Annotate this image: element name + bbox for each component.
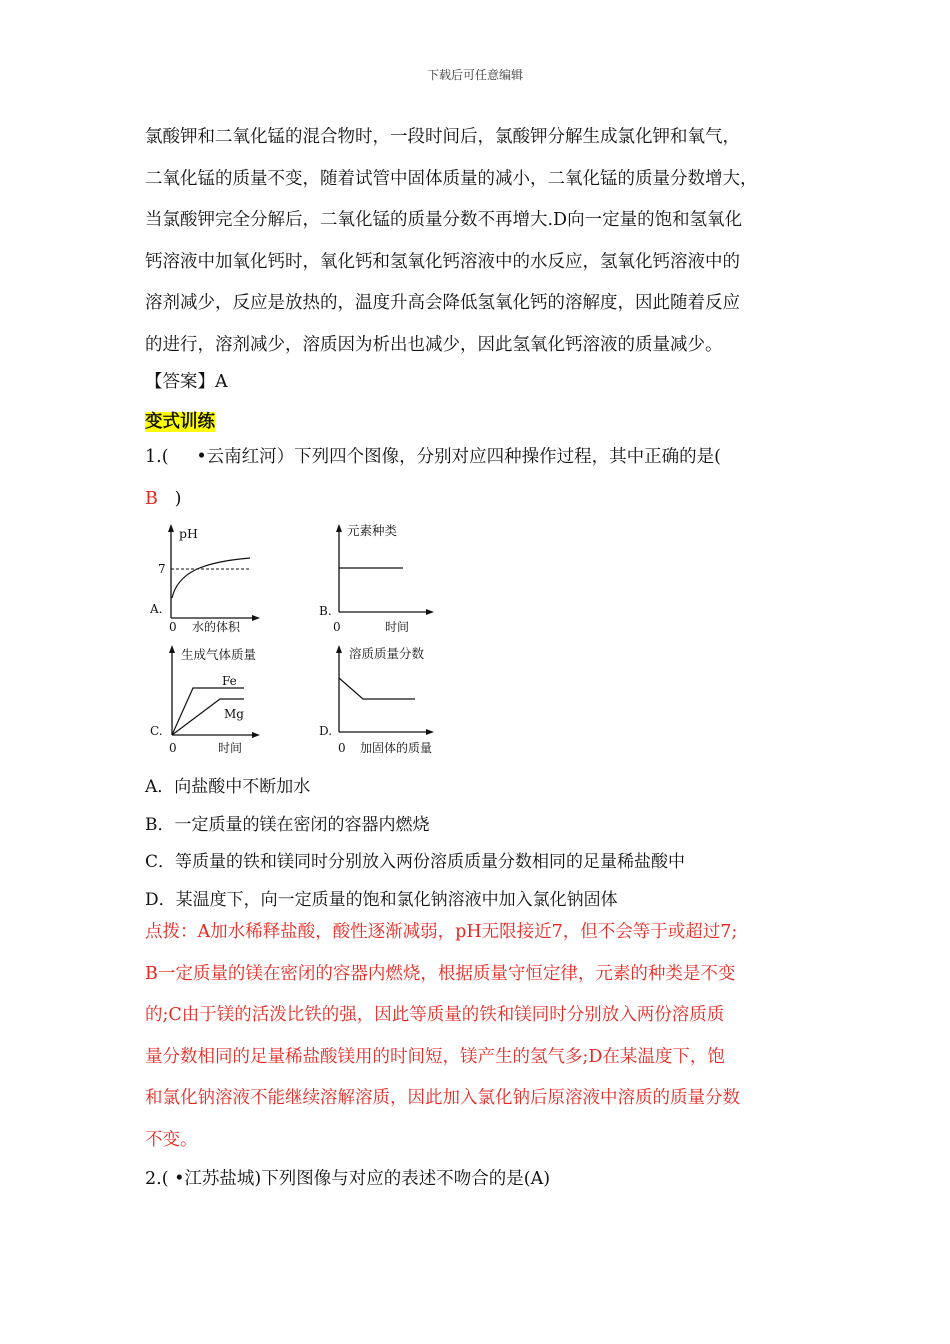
explanation-paragraph: [145, 912, 810, 1161]
explanation-line: 点拨：A加水稀释盐酸，酸性逐渐减弱，pH无限接近7，但不会等于或超过7;: [145, 922, 738, 942]
figure-d-ylabel: 溶质质量分数: [349, 646, 425, 661]
explanation-line: 的;C由于镁的活泼比铁的强，因此等质量的铁和镁同时分别放入两份溶质质: [145, 1005, 725, 1025]
explanation-line: 不变。: [145, 1129, 198, 1150]
q2-text: 2.( •江苏盐城)下列图像与对应的表述不吻合的是(A): [145, 1169, 551, 1189]
figure-c: [148, 640, 278, 764]
question-2-stem: [145, 1159, 810, 1201]
figure-d-xlabel: 加固体的质量: [360, 741, 433, 755]
figure-a-xlabel: 水的体积: [192, 620, 241, 634]
figure-c-ylabel: 生成气体质量: [181, 647, 257, 662]
answer-text: 【答案】A: [145, 372, 228, 392]
option-d: D．某温度下，向一定质量的饱和氯化钠溶液中加入氯化钠固体: [145, 890, 618, 910]
figure-a-tick-7: 7: [158, 562, 166, 576]
y-axis-arrow: [336, 645, 342, 653]
page-header: 下载后可任意编辑: [426, 68, 523, 82]
figure-a-letter: A.: [150, 602, 163, 616]
figure-b-ylabel: 元素种类: [347, 523, 398, 538]
intro-line: 的进行，溶剂减少，溶质因为析出也减少，因此氢氧化钙溶液的质量减少。: [145, 334, 723, 355]
intro-line: 二氧化锰的质量不变，随着试管中固体质量的减小，二氧化锰的质量分数增大，: [145, 168, 758, 189]
ph-curve: [172, 558, 250, 598]
intro-line: 钙溶液中加氧化钙时，氧化钙和氢氧化钙溶液中的水反应，氢氧化钙溶液中的: [145, 251, 740, 272]
x-axis-arrow: [426, 609, 434, 615]
figure-b-xlabel: 时间: [385, 620, 410, 634]
y-axis-arrow: [169, 645, 175, 653]
intro-line: 溶剂减少，反应是放热的，温度升高会降低氢氧化钙的溶解度，因此随着反应: [145, 293, 740, 313]
section-title: 变式训练: [145, 412, 215, 432]
option-b: B．一定质量的镁在密闭的容器内燃烧: [145, 815, 430, 835]
y-axis-arrow: [336, 524, 342, 532]
explanation-line: 量分数相同的足量稀盐酸镁用的时间短，镁产生的氢气多;D在某温度下，饱: [145, 1046, 725, 1067]
figure-a-origin: 0: [169, 620, 177, 634]
figure-c-xlabel: 时间: [218, 741, 243, 755]
figure-b-letter: B.: [319, 604, 332, 618]
q1-close-paren: ): [174, 488, 182, 509]
figure-c-letter: C.: [150, 724, 163, 738]
question-1-stem: [145, 437, 810, 520]
figure-b-svg: [317, 520, 447, 635]
figure-d: [317, 640, 457, 764]
figure-a-ylabel: pH: [179, 526, 198, 541]
figure-d-svg: [317, 640, 457, 760]
option-c: C．等质量的铁和镁同时分别放入两份溶质质量分数相同的足量稀盐酸中: [145, 852, 686, 872]
explanation-line: 和氯化钠溶液不能继续溶解溶质，因此加入氯化钠后原溶液中溶质的质量分数: [145, 1088, 740, 1108]
x-axis-arrow: [252, 615, 260, 621]
q1-number: 1.(: [145, 447, 169, 467]
figure-a: [148, 520, 278, 639]
figure-c-origin: 0: [169, 741, 177, 755]
y-axis-arrow: [168, 524, 174, 532]
mass-fraction-line: [339, 678, 415, 699]
q1-stem-text: •云南红河）下列四个图像，分别对应四种操作过程，其中正确的是(: [196, 447, 722, 467]
intro-line: 当氯酸钾完全分解后，二氧化锰的质量分数不再增大.D向一定量的饱和氢氧化: [145, 210, 743, 230]
figure-c-series1-label: Fe: [222, 674, 237, 688]
figure-b: [317, 520, 447, 639]
intro-paragraph: [145, 117, 810, 366]
option-a: A．向盐酸中不断加水: [145, 777, 311, 797]
figure-c-svg: [148, 640, 278, 760]
figure-a-svg: [148, 520, 278, 635]
figure-d-origin: 0: [338, 741, 346, 755]
answer-line: [145, 362, 810, 404]
x-axis-arrow: [252, 732, 260, 738]
intro-line: 氯酸钾和二氧化锰的混合物时，一段时间后，氯酸钾分解生成氯化钾和氧气，: [145, 127, 740, 147]
explanation-line: B一定质量的镁在密闭的容器内燃烧，根据质量守恒定律，元素的种类是不变: [145, 963, 736, 984]
figure-b-origin: 0: [333, 620, 341, 634]
x-axis-arrow: [426, 729, 434, 735]
figure-c-series2-label: Mg: [224, 707, 244, 721]
q1-answer: B: [145, 488, 158, 509]
figure-d-letter: D.: [319, 724, 333, 738]
